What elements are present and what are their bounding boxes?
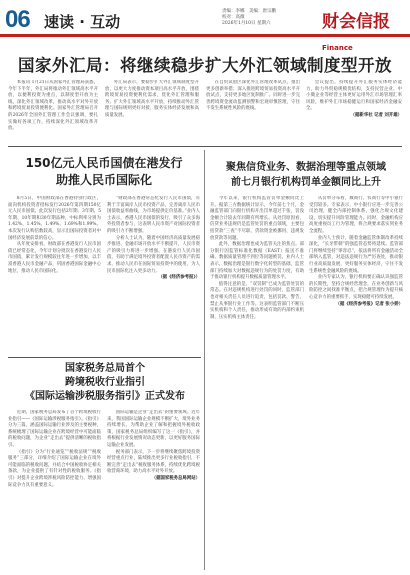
lead-column-2: 外汇局表示，要稳步扩大外汇领域制度型开放，以更大力度推动资本项目高水平开放，围绕跨境贸易投资便利化需求，优化外汇管理和服务。扩大外汇领域高水平开放，持续推动外汇管理与国际规则更好对接，服务实体经济发展和高质量发展。 [105,80,199,118]
left-article-column-2: “财政部在香港常态化发行人民币国债，有利于丰富离岸人民币投资产品，完善离岸人民币国债收益率曲线，为市场提供定价基准。”业内人士表示，香港人民币国债的发行，吸引了众多海外投资者参与，这表明人民币资产对国际投资者的吸引力不断增强。 分析人士认为，随着中国经济高质量发展稳步推进、金融市场开放水平不断提升，人民币资产的吸引力将进一步增强。在港发行人民币国债，有助于满足境外投资者配置人民币资产的需求，推动人民币在国际贸易投资中的使用，为人民币国际化注入更多动力。 （据《经济参考报》） [107,196,200,281]
page-number: 06 [5,6,30,33]
section-title: 速读 · 互动 [44,13,121,31]
bottom-left-column-2: 国际运输是企业“走出去”的重要领域。近年来，我国国际运输企业规模不断扩大，境外业务持续增长。为帮助企业了解和把握境外税收政策，国家税务总局组织编写了这一《指引》，并将根据行业发展情况动态更新，以更好服务国际运输企业发展。 税务部门表示，下一步将继续聚焦跨境投资经营重点行业，陆续推出更多行业税收指引，不断完善“走出去”税收服务体系，持续优化跨境税收营商环境，助力高水平对外开放。 （据国家税务总局网站） [107,410,200,481]
lead-column-3: 在自贸试验区深化外汇管理改革试点，推出更多创新举措；深入推进跨境贸易投资高水平开放试点，支持更多地区复制推广。同时进一步完善跨境资金流动监测预警和宏观审慎管理，守住不发生系统性风险的底线。 [206,80,300,112]
right-article-headline: 聚焦信贷业务、数据治理等重点领域 前七月银行机构罚单金额同比上升 [226,162,386,188]
left-article-source: （据《经济参考报》） [158,275,200,281]
lead-source: （据新华社 记者 刘开雄） [350,112,402,118]
bottom-left-column-1: 近期，国家税务总局发布了首个跨境税收行业指引——《国际运输涉税服务指引》。《指引》分为三篇，涵盖国际运输行业涉及的主要税种，系统梳理了国际运输企业在跨境经营中可能面临的税收问题，为企业“走出去”提供清晰的税收指引。 《指引》分为“行业通览”“税收法规”“税收服务”三部分，详细介绍了国际运输企业在境外可能面临的税收问题，并结合中国税收协定相关条款，为企业提供了有针对性的税收服务。《指引》对提升企业跨境涉税风险防控能力、增强国际竞争力具有重要意义。 [8,410,101,488]
header-rule [0,34,410,37]
edition-meta: 责编：李娜 美编：唐宗鹏 校对：高薇 2026年1月10日 星期六 [222,9,276,26]
right-article-source: （据《经济参考报》记者 张小娇） [335,301,403,307]
bottom-left-headline: 国家税务总局首个 跨境税收行业指引 《国际运输涉税服务指引》正式发布 [25,363,185,402]
masthead-logo: 财会信报 Finance [322,12,390,52]
column-divider [204,150,205,570]
lead-column-1: 本报讯 1月21日从国家外汇管理局获悉，今年下半年，外汇局将推动外汇领域高水平开放，以便利投资为重点，以制度型开放为主线，深化外汇领域改革，推动高水平对外开放和跨境贸易投资便利化。国家外汇管理局召开的2026年全国外汇管理工作会议强调，要扎实做好各项工作，持续深化外汇领域改革开放。 [8,80,98,132]
lead-headline: 国家外汇局：将继续稳步扩大外汇领域制度型开放 [18,56,392,75]
left-divider [8,357,201,358]
left-article-column-1: 8月5日，中国财政部在香港特别行政区，面向机构投资者招标发行2026年第四期150亿元人民币国债。此次发行包括2年期、3年期、5年期、10年期和30年期品种，中标利率分别为1.42%、1.45%、1.49%、1.69%和1.99%。本次发行认购倍数较高，显示出国际投资者对中国经济发展前景的信心。 从年度安排看，财政部在香港发行人民币国债已经常态化，今年计划分批次在香港发行人民币国债，累计发行规模较往年进一步增加，以丰富香港人民币金融产品，巩固香港国际金融中心地位，推动人民币国际化。 [8,196,101,274]
right-article-column-1: 今年以来，银行机构监管罚单金额同比上升。据第三方数据统计显示，今年前七个月，金融监管部门向银行机构开出罚单超过千张，罚没金额合计较去年同期有所增长。从处罚原因看，信贷业务违规仍是监管处罚的重点领域，主要包括贷款“三查”不尽职、贷款资金被挪用、违规发放贷款等问题。 此外，数据治理也成为监管关注的焦点。部分银行因监管标准化数据（EAST）报送不准确、数据质量管理不到位等问题被罚。业内人士表示，数据治理是银行数字化转型的基础，监管部门持续加大对数据违规行为的处罚力度，有助于推动银行机构提升数据质量管理水平。 值得注意的是，“双罚制”已成为监管处罚的常态。在对违规机构进行处罚的同时，监管部门也对相关责任人员进行追责，包括罚款、警告、禁止从事银行业工作等。这表明监管部门不断压实机构和个人责任，推动形成有效的内部约束机制，压实机构主体责任。 [210,196,304,320]
right-article-column-2: 从罚单分布看，城商行、农商行等中小银行受罚较多。专家表示，中小银行应进一步完善公司治理，健全内部控制体系，强化合规文化建设，切实提升风险管理能力。同时，金融机构应高度重视员工行为管理，将合规要求落实到业务全流程。 业内人士预计，随着金融监管体制改革持续深化，“长牙带刺”的强监管态势将延续。监管部门将继续坚持“零容忍”，依法将所有金融活动全部纳入监管，对违法违规行为严厉查处，推动银行业高质量发展，更好服务实体经济，守住不发生系统性金融风险的底线。 业内专家认为，银行机构要正确认识强监管的长期性，坚持合规经营理念，在业务创新与风险防控之间找准平衡点，把合规管理作为提升核心竞争力的重要抓手，实现稳健可持续发展。 （据《经济参考报》记者 张小娇） [309,196,403,307]
page-header [0,0,410,52]
bottom-left-source: （据国家税务总局网站） [151,475,200,481]
lead-divider [8,146,402,147]
lead-column-4: 会议提出，持续提升外汇服务实体经济能力，助力外贸稳规模优结构，支持民营企业、中小微企业等经营主体更好运用外汇市场管理汇率风险，维护外汇市场稳健运行和国家经济金融安全。 （据新华社 记者 刘开雄） [306,80,402,118]
left-article-headline: 150亿元人民币国债在港发行 助推人民币国际化 [25,156,183,187]
